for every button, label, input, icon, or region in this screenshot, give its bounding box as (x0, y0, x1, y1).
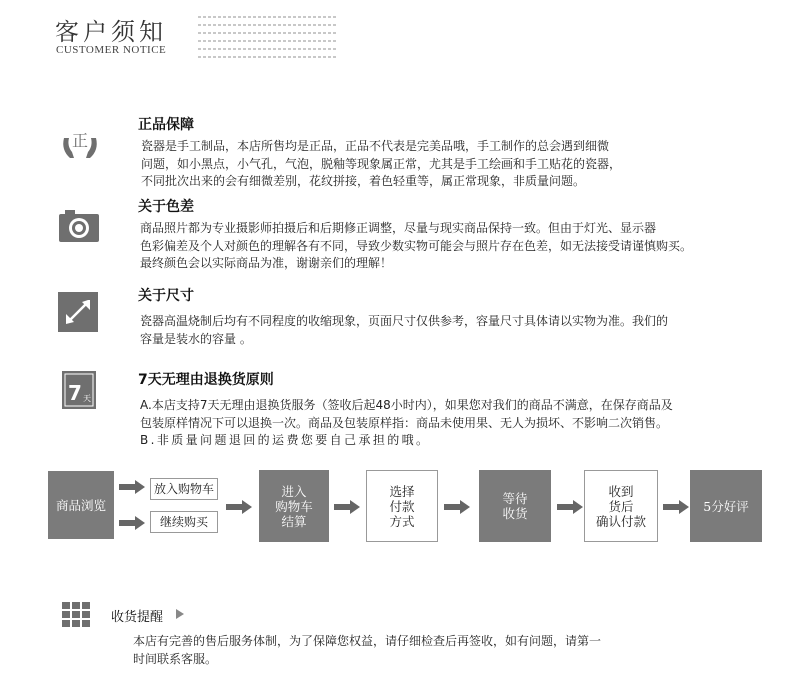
arrow-icon (226, 500, 252, 514)
section-text-size: 瓷器高温烧制后均有不同程度的收缩现象，页面尺寸仅供参考，容量尺寸具体请以实物为准。我们的 容量是装水的容量 。 (140, 314, 669, 346)
reminder-text: 本店有完善的售后服务体制，为了保障您权益，请仔细检查后再签收，如有问题，请第一 时间联系客服。 (133, 634, 602, 666)
svg-text:7: 7 (68, 381, 82, 405)
triangle-right-icon (176, 609, 184, 619)
flow-continue-shopping: 继续购买 (150, 511, 218, 533)
arrow-icon (334, 500, 360, 514)
flow-add-cart: 放入购物车 (150, 478, 218, 500)
zheng-char: 正 (71, 131, 89, 150)
arrow-icon (663, 500, 689, 514)
section-title-size: 关于尺寸 (138, 288, 194, 304)
flow-checkout: 进入 购物车 结算 (259, 470, 329, 542)
resize-arrow-icon (58, 292, 98, 332)
header-decoration (198, 16, 338, 64)
section-title-return: 7天无理由退换货原则 (138, 372, 274, 388)
flow-wait-delivery: 等待 收货 (479, 470, 551, 542)
page-subtitle: CUSTOMER NOTICE (56, 44, 167, 56)
flow-browse: 商品浏览 (48, 471, 114, 539)
arrow-icon (119, 480, 145, 494)
svg-text:天: 天 (83, 394, 91, 403)
section-text-authentic: 瓷器是手工制品，本店所售均是正品，正品不代表是完美品哦，手工制作的总会遇到细微 问题，如小黑点，小气孔，气泡，脱釉等现象属正常，尤其是手工绘画和手工贴花的瓷器， 不同批次出来的会有细微差别，花纹拼接，着色轻重等，属正常现象，非质量问题。 (141, 139, 622, 188)
arrow-icon (444, 500, 470, 514)
arrow-icon (119, 516, 145, 530)
section-text-return: A.本店支持7天无理由退换货服务（签收后起48小时内），如果您对我们的商品不满意，在保存商品及 包装原样情况下可以退换一次。商品及包装原样指：商品未使用果、无人为损坏、不影响二次销售。 B.非质量问题退回的运费您要自己承担的哦。 (140, 398, 673, 447)
calendar-7-icon (62, 371, 96, 409)
section-title-authentic: 正品保障 (138, 117, 194, 133)
page-title: 客户须知 (55, 18, 167, 46)
section-title-color: 关于色差 (138, 199, 194, 215)
hands-zheng-icon (58, 124, 102, 164)
section-text-color: 商品照片都为专业摄影师拍摄后和后期修正调整，尽量与现实商品保持一致。但由于灯光、显示器 色彩偏差及个人对颜色的理解各有不同，导致少数实物可能会与照片存在色差，如无法接受请谨慎购买。 最终颜色会以实际商品为准，谢谢亲们的理解！ (140, 221, 693, 270)
arrow-icon (557, 500, 583, 514)
grid-icon (62, 602, 90, 628)
flow-payment-method: 选择 付款 方式 (366, 470, 438, 542)
reminder-title: 收货提醒 (111, 610, 164, 625)
camera-icon (57, 208, 101, 244)
flow-confirm-payment: 收到 货后 确认付款 (584, 470, 658, 542)
flow-good-review: 5分好评 (690, 470, 762, 542)
